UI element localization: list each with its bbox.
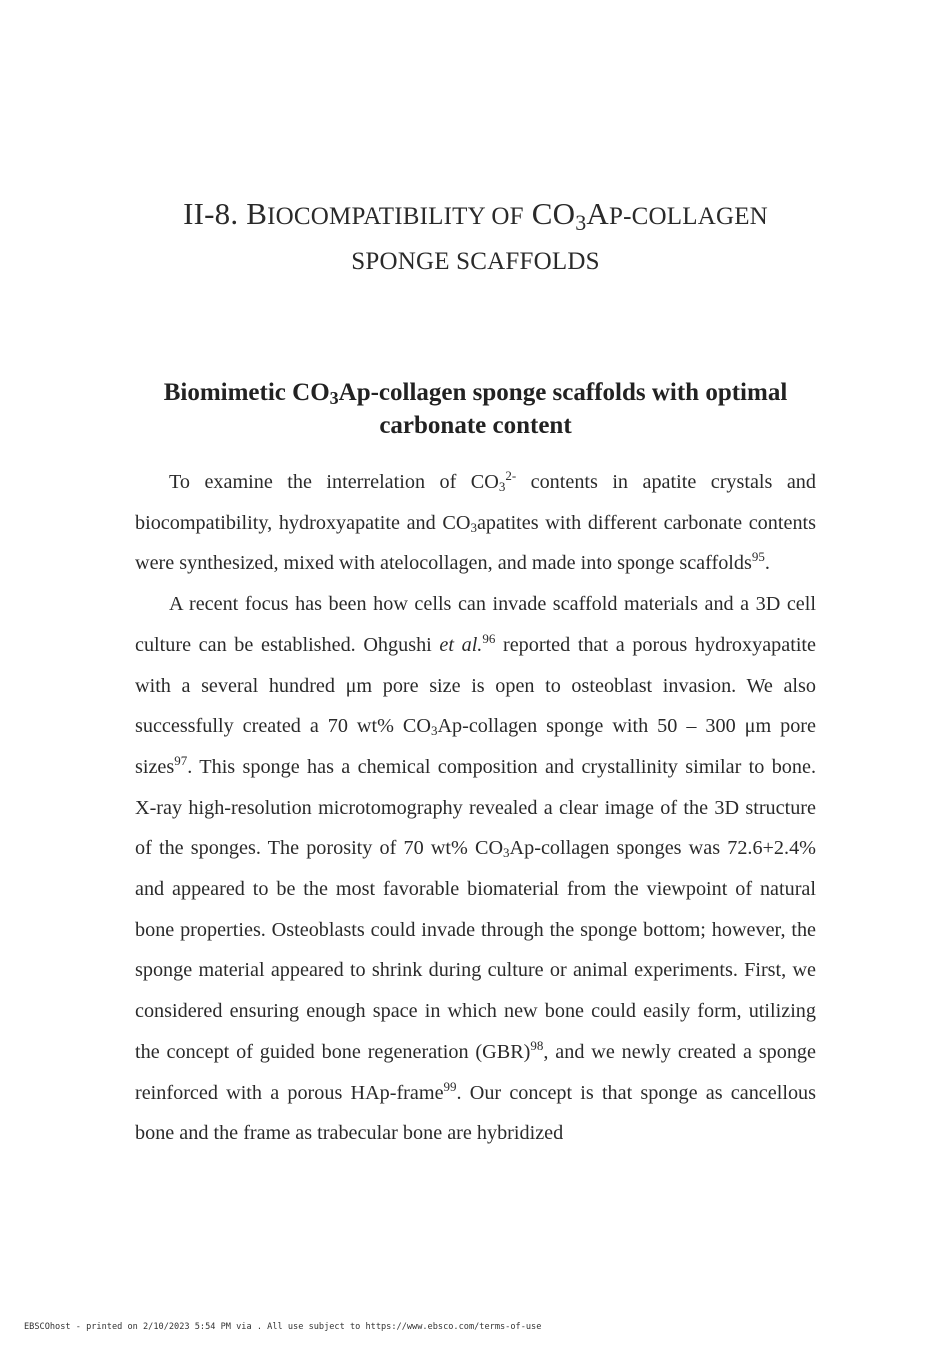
title-smallcaps-2: P-COLLAGEN bbox=[609, 203, 768, 230]
p2-text-2: reported that a porous hydroxyapatite with a several hundred μm pore size is open to osteoblast invasion. We also successfully created a 70 wt% CO bbox=[135, 633, 816, 738]
p2-et-al: et al. bbox=[439, 633, 483, 656]
title-cap-a: A bbox=[586, 196, 609, 231]
p2-text-4: . This sponge has a chemical composition and crystallinity similar to bone. X-ray high-resolution microtomography revealed a clear image of the 3D structure of the sponges. The porosity of 70 wt% CO bbox=[135, 755, 816, 860]
p1-text-3: apatites with different carbonate contents were synthesized, mixed with atelocollagen, and made into sponge scaffolds bbox=[135, 511, 816, 575]
p2-subscript-2: 3 bbox=[503, 845, 510, 861]
chapter-title bbox=[120, 193, 831, 283]
heading-part-1: Biomimetic CO bbox=[163, 379, 330, 406]
p1-text-2: contents in apatite crystals and biocompatibility, hydroxyapatite and CO bbox=[135, 471, 816, 534]
p2-subscript-1: 3 bbox=[430, 723, 438, 739]
p1-text-4: . bbox=[764, 552, 770, 575]
title-co: CO bbox=[531, 196, 576, 231]
p1-subscript-1: 3 bbox=[498, 479, 506, 494]
title-cap-b: B bbox=[246, 196, 268, 231]
p1-subscript-2: 3 bbox=[470, 519, 477, 535]
p2-text-1: A recent focus has been how cells can invade scaffold materials and a 3D cell culture can be established. Ohgushi bbox=[135, 593, 816, 656]
p1-text-1: To examine the interrelation of CO bbox=[169, 471, 499, 493]
p2-text-7: . Our concept is that sponge as cancellous bone and the frame as trabecular bone are hybridized bbox=[135, 1081, 816, 1145]
p1-citation-95: 95 bbox=[751, 549, 765, 565]
title-smallcaps-1: IOCOMPATIBILITY OF bbox=[267, 203, 524, 230]
p2-text-5: Ap-collagen sponges was 72.6+2.4% and appeared to be the most favorable biomaterial from the viewpoint of natural bone properties. Osteoblasts could invade through the sponge bottom; however, the sponge material appeared to shrink during culture or animal experiments. First, we considered ensuring enough space in which new bone could easily form, utilizing the concept of guided bone regeneration (GBR) bbox=[135, 837, 816, 1063]
p2-text-6: , and we newly created a sponge reinforced with a porous HAp-frame bbox=[135, 1040, 816, 1104]
p2-text-3: Ap-collagen sponge with 50 – 300 μm pore sizes bbox=[135, 715, 816, 778]
p2-citation-97: 97 bbox=[174, 752, 188, 768]
heading-part-2: Ap-collagen sponge scaffolds with optimal bbox=[338, 379, 788, 406]
p2-citation-99: 99 bbox=[443, 1078, 457, 1094]
heading-line-2: carbonate content bbox=[379, 412, 572, 439]
body-text bbox=[135, 462, 816, 1154]
chapter-number: II-8. bbox=[183, 196, 239, 231]
print-footer: EBSCOhost - printed on 2/10/2023 5:54 PM via . All use subject to https://www.ebsco.com/terms-of-use bbox=[24, 1322, 542, 1332]
heading-subscript-3: 3 bbox=[329, 388, 339, 408]
paragraph-1 bbox=[135, 462, 816, 584]
p1-superscript-charge: 2- bbox=[505, 468, 517, 483]
p2-citation-98: 98 bbox=[530, 1037, 544, 1053]
p2-citation-96: 96 bbox=[482, 630, 496, 646]
title-subscript-3: 3 bbox=[575, 210, 587, 235]
title-line-2: SPONGE SCAFFOLDS bbox=[351, 248, 600, 275]
section-heading bbox=[120, 377, 831, 441]
paragraph-2 bbox=[135, 584, 816, 1154]
